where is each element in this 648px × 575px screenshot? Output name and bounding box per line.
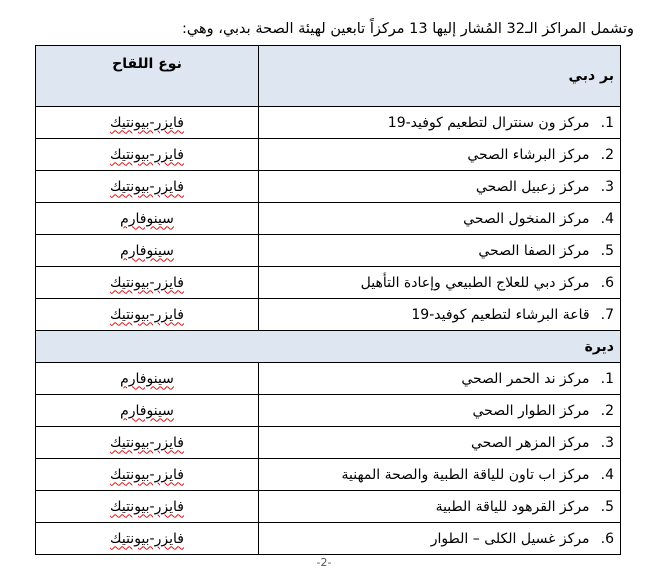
table-row: [36, 459, 621, 491]
center-name-cell: [259, 363, 621, 395]
row-number: 2.: [600, 402, 614, 419]
row-number: 6.: [600, 530, 614, 547]
table-row: [36, 235, 621, 267]
vaccine-type-cell: [36, 299, 259, 331]
table-row: [36, 267, 621, 299]
row-number: 7.: [600, 306, 614, 323]
vaccine-type-header: نوع اللقاح: [36, 46, 259, 107]
center-name: مركز الصفا الصحي: [478, 242, 590, 259]
center-name-cell: [259, 395, 621, 427]
table-row: [36, 139, 621, 171]
vaccination-centers-table: [35, 45, 621, 555]
vaccine-type: فايزر-بيونتيك: [110, 146, 184, 163]
table-row: [36, 523, 621, 555]
vaccine-type: فايزر-بيونتيك: [110, 530, 184, 547]
vaccine-type: سينوفارم: [120, 370, 174, 387]
table-row: [36, 491, 621, 523]
vaccine-type: فايزر-بيونتيك: [110, 306, 184, 323]
vaccine-type-cell: [36, 139, 259, 171]
center-name-cell: [259, 107, 621, 139]
table-row: [36, 395, 621, 427]
row-number: 5.: [600, 242, 614, 259]
vaccine-type-cell: [36, 427, 259, 459]
center-name: مركز القرهود للياقة الطبية: [435, 498, 590, 515]
vaccine-type-cell: [36, 267, 259, 299]
vaccine-type: فايزر-بيونتيك: [110, 434, 184, 451]
center-name-cell: [259, 523, 621, 555]
center-name: مركز اب تاون للياقة الطبية والصحة المهنية: [341, 466, 590, 483]
center-name-cell: [259, 235, 621, 267]
row-number: 5.: [600, 498, 614, 515]
center-name: مركز المزهر الصحي: [470, 434, 590, 451]
region-header: بر دبي: [259, 46, 621, 107]
center-name: مركز دبي للعلاج الطبيعي وإعادة التأهيل: [360, 274, 590, 291]
center-name-cell: [259, 203, 621, 235]
table-header-row: [36, 46, 621, 107]
table-row: [36, 107, 621, 139]
center-name-cell: [259, 171, 621, 203]
vaccine-type-cell: [36, 523, 259, 555]
row-number: 3.: [600, 178, 614, 195]
table-row: [36, 299, 621, 331]
page-number: -2-: [316, 556, 332, 569]
group-header-row: [36, 331, 621, 363]
vaccine-type: فايزر-بيونتيك: [110, 178, 184, 195]
group-title: ديرة: [36, 331, 621, 363]
table-body: [36, 46, 621, 555]
row-number: 1.: [600, 114, 614, 131]
center-name-cell: [259, 491, 621, 523]
table-row: [36, 363, 621, 395]
vaccine-type-cell: [36, 171, 259, 203]
center-name-cell: [259, 139, 621, 171]
table-row: [36, 427, 621, 459]
center-name-cell: [259, 299, 621, 331]
center-name: مركز زعبيل الصحي: [475, 178, 590, 195]
center-name: مركز المنخول الصحي: [463, 210, 590, 227]
table-row: [36, 171, 621, 203]
row-number: 4.: [600, 466, 614, 483]
row-number: 3.: [600, 434, 614, 451]
vaccine-type: سينوفارم: [120, 210, 174, 227]
center-name: مركز البرشاء الصحي: [467, 146, 590, 163]
center-name: مركز غسيل الكلى – الطوار: [430, 530, 590, 547]
intro-paragraph: وتشمل المراكز الـ32 المُشار إليها 13 مركزاً تابعين لهيئة الصحة بدبي، وهي:: [182, 21, 634, 37]
vaccine-type: فايزر-بيونتيك: [110, 114, 184, 131]
table-row: [36, 203, 621, 235]
row-number: 4.: [600, 210, 614, 227]
vaccine-type: فايزر-بيونتيك: [110, 466, 184, 483]
row-number: 2.: [600, 146, 614, 163]
center-name-cell: [259, 267, 621, 299]
vaccine-type-cell: [36, 491, 259, 523]
vaccine-type: فايزر-بيونتيك: [110, 274, 184, 291]
center-name: مركز الطوار الصحي: [472, 402, 590, 419]
vaccine-type-cell: [36, 395, 259, 427]
vaccine-type-cell: [36, 459, 259, 491]
vaccine-type: فايزر-بيونتيك: [110, 498, 184, 515]
center-name-cell: [259, 459, 621, 491]
vaccine-type: سينوفارم: [120, 242, 174, 259]
center-name-cell: [259, 427, 621, 459]
vaccine-type-cell: [36, 363, 259, 395]
center-name: قاعة البرشاء لتطعيم كوفيد-19: [411, 306, 590, 323]
center-name: مركز ون سنترال لتطعيم كوفيد-19: [387, 114, 590, 131]
vaccine-type-cell: [36, 235, 259, 267]
row-number: 6.: [600, 274, 614, 291]
vaccine-type: سينوفارم: [120, 402, 174, 419]
center-name: مركز ند الحمر الصحي: [461, 370, 590, 387]
vaccine-type-cell: [36, 203, 259, 235]
vaccine-type-cell: [36, 107, 259, 139]
row-number: 1.: [600, 370, 614, 387]
